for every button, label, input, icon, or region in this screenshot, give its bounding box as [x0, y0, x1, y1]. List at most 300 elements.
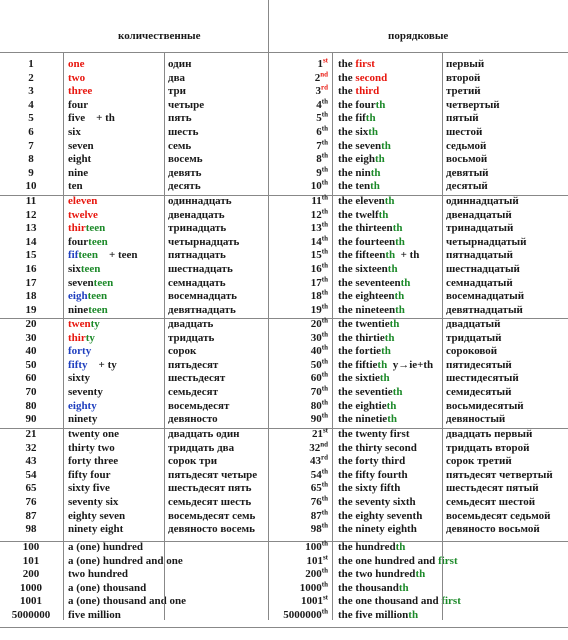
cardinal-russian: семь — [168, 139, 192, 152]
cardinal-russian: один — [168, 58, 192, 70]
word-part: th — [368, 125, 379, 138]
word-part: third — [355, 85, 380, 98]
table-row — [0, 345, 568, 359]
word-part: the ten — [338, 180, 371, 193]
word-part: th — [395, 235, 405, 248]
ordinal-number: 13th — [310, 220, 328, 235]
column-divider — [442, 52, 443, 620]
word-part: four — [68, 98, 89, 111]
word-part: ty — [85, 331, 95, 344]
ordinal-english — [338, 304, 405, 318]
cardinal-russian: тридцать два — [168, 441, 235, 454]
word-part: seven — [68, 276, 94, 289]
ordinal-russian: шестьдесят пятый — [446, 482, 539, 495]
cardinal-number: 90 — [25, 413, 37, 426]
ordinal-number: 4th — [316, 97, 328, 111]
ordinal-russian: четвертый — [446, 98, 500, 111]
word-part: the — [338, 71, 356, 84]
word-part: second — [355, 71, 388, 84]
row-group — [0, 541, 568, 628]
word-part: the one hundred and — [338, 554, 439, 567]
ordinal-russian: первый — [446, 58, 485, 70]
cardinal-russian: девять — [168, 166, 202, 179]
cardinal-english — [68, 180, 83, 194]
ordinal-suffix: st — [322, 552, 328, 561]
header-cardinal: количественные — [118, 30, 201, 42]
cardinal-english — [68, 195, 97, 209]
cardinal-russian: восемьдесят — [168, 399, 230, 412]
cardinal-english — [68, 372, 90, 386]
table-row — [0, 595, 568, 609]
ordinal-russian: восемьдесят седьмой — [446, 509, 551, 522]
ordinal-english — [338, 582, 409, 596]
ordinal-russian: пятый — [446, 112, 479, 125]
ordinal-suffix: th — [321, 193, 328, 202]
table-row — [0, 58, 568, 72]
word-part: th — [381, 345, 391, 358]
ordinal-number: 98th — [310, 521, 328, 536]
ordinal-english — [338, 541, 405, 555]
word-part: th — [378, 208, 389, 221]
ordinal-english — [338, 277, 410, 291]
ordinal-english — [338, 318, 399, 332]
ordinal-english — [338, 455, 405, 469]
word-part: th — [395, 541, 406, 553]
ordinal-russian: девятнадцатый — [446, 303, 523, 316]
ordinal-russian: сороковой — [446, 345, 498, 358]
table-row — [0, 482, 568, 496]
cardinal-english — [68, 482, 110, 496]
cardinal-english — [68, 609, 121, 623]
ordinal-number: 200th — [305, 566, 328, 581]
cardinal-english — [68, 263, 100, 277]
table-row — [0, 359, 568, 373]
ordinal-number: 6th — [316, 124, 328, 138]
table-row — [0, 386, 568, 400]
cardinal-english — [68, 290, 107, 304]
word-part: teen — [87, 290, 108, 303]
ordinal-english — [338, 345, 391, 359]
table-row — [0, 112, 568, 126]
word-part: the seven — [338, 139, 382, 152]
ordinal-number: 7th — [316, 137, 328, 152]
cardinal-number: 5000000 — [11, 608, 51, 621]
ordinal-english — [338, 555, 458, 569]
cardinal-english — [68, 469, 110, 483]
word-part: the thirteen — [338, 222, 393, 235]
word-part: the fif — [338, 112, 366, 125]
cardinal-number: 18 — [25, 290, 37, 303]
ordinal-english — [338, 209, 388, 223]
cardinal-number: 8 — [28, 153, 34, 166]
cardinal-number: 32 — [25, 441, 37, 454]
ordinal-english — [338, 72, 387, 86]
ordinal-english — [338, 332, 395, 346]
ordinal-number: 16th — [310, 261, 328, 275]
ordinal-suffix: nd — [320, 69, 328, 78]
ordinal-english — [338, 442, 417, 456]
word-part: a (one) thousand and one — [68, 595, 186, 608]
table-row — [0, 428, 568, 442]
ordinal-russian: двенадцатый — [446, 208, 512, 221]
word-part: a (one) hundred — [68, 541, 143, 553]
table-row — [0, 195, 568, 209]
table-row — [0, 372, 568, 386]
ordinal-suffix: th — [321, 302, 328, 311]
ordinal-suffix: th — [321, 110, 328, 119]
ordinal-russian: девяностый — [446, 413, 506, 426]
word-part: twen — [68, 318, 91, 330]
ordinal-number: 9th — [316, 165, 328, 179]
cardinal-english — [68, 126, 81, 140]
ordinal-suffix: th — [321, 357, 328, 366]
ordinal-suffix: st — [322, 593, 328, 602]
ordinal-suffix: th — [321, 247, 328, 256]
word-part: seven — [68, 139, 94, 152]
cardinal-number: 60 — [25, 372, 37, 385]
word-part: the twentie — [338, 318, 390, 330]
word-part: the six — [338, 125, 369, 138]
cardinal-russian: семнадцать — [168, 276, 226, 289]
table-row — [0, 99, 568, 113]
ordinal-russian: пятьдесят четвертый — [446, 468, 553, 481]
table-row — [0, 397, 568, 414]
ordinal-russian: шестой — [446, 125, 483, 138]
ordinal-russian: тридцать второй — [446, 441, 530, 454]
word-part: seventy — [68, 385, 103, 398]
cardinal-number: 10 — [25, 180, 37, 193]
cardinal-english — [68, 222, 105, 236]
cardinal-russian: тридцать — [168, 331, 215, 344]
ordinal-suffix: th — [321, 220, 328, 229]
cardinal-number: 19 — [25, 303, 37, 316]
cardinal-number: 54 — [25, 468, 37, 481]
ordinal-russian: тридцатый — [446, 331, 502, 344]
cardinal-russian: шесть — [168, 125, 199, 138]
word-part: th — [375, 98, 386, 111]
word-part: forty three — [68, 455, 119, 468]
rule-note: y→ie+th — [387, 358, 434, 371]
word-part: first — [438, 554, 458, 567]
cardinal-english — [68, 236, 108, 250]
cardinal-english — [68, 112, 115, 126]
word-part: eight — [68, 153, 92, 166]
cardinal-russian: шестьдесят пять — [168, 482, 252, 495]
ordinal-suffix: th — [321, 288, 328, 297]
ordinal-english — [338, 400, 396, 414]
word-part: th — [377, 358, 388, 371]
ordinal-english — [338, 359, 433, 373]
table-row — [0, 222, 568, 236]
row-group — [0, 428, 568, 542]
word-part: the eleven — [338, 195, 385, 207]
ordinal-number: 20th — [310, 316, 328, 330]
ordinal-suffix: th — [321, 137, 328, 146]
ordinal-number: 10th — [310, 178, 328, 193]
table-row — [0, 69, 568, 86]
cardinal-russian: девяносто восемь — [168, 523, 255, 536]
word-part: the four — [338, 98, 376, 111]
cardinal-number: 17 — [25, 276, 37, 289]
ordinal-russian: шестидесятый — [446, 372, 519, 385]
word-part: fifty — [68, 358, 88, 371]
ordinal-suffix: th — [321, 97, 328, 106]
table-row — [0, 496, 568, 510]
word-part: the sixty fifth — [338, 482, 401, 495]
word-part: six — [68, 262, 81, 275]
cardinal-russian: два — [168, 71, 186, 84]
table-row — [0, 153, 568, 167]
table-row — [0, 85, 568, 99]
word-part: two hundred — [68, 568, 129, 581]
ordinal-suffix: rd — [321, 453, 328, 462]
cardinal-english — [68, 496, 118, 510]
cardinal-number: 11 — [25, 195, 37, 207]
table-row — [0, 455, 568, 469]
word-part: twenty one — [68, 428, 120, 440]
column-divider — [164, 52, 165, 620]
ordinal-number: 43rd — [310, 453, 328, 468]
table-row — [0, 439, 568, 456]
word-part: the eighteen — [338, 290, 395, 303]
ordinal-english — [338, 523, 417, 537]
cardinal-number: 13 — [25, 222, 37, 235]
ordinal-russian: пятидесятый — [446, 358, 512, 371]
table-row — [0, 329, 568, 346]
ordinal-english — [338, 249, 419, 263]
column-divider — [63, 52, 64, 620]
word-part: th — [381, 139, 391, 152]
word-part: the nin — [338, 166, 371, 179]
cardinal-russian: четырнадцать — [168, 235, 240, 248]
ordinal-english — [338, 126, 378, 140]
ordinal-number: 18th — [310, 288, 328, 303]
ordinal-english — [338, 85, 379, 99]
ordinal-english — [338, 167, 381, 181]
ordinal-suffix: th — [321, 397, 328, 406]
ordinal-number: 76th — [310, 494, 328, 508]
ordinal-english — [338, 413, 397, 427]
cardinal-russian: двадцать — [168, 318, 214, 330]
ordinal-russian: шестнадцатый — [446, 262, 520, 275]
table-row — [0, 126, 568, 140]
ordinal-russian: третий — [446, 85, 481, 98]
ordinal-number: 87th — [310, 507, 328, 522]
word-part: four — [68, 235, 89, 248]
word-part: eighty seven — [68, 509, 126, 522]
word-part: th — [365, 112, 376, 125]
ordinal-number: 8th — [316, 151, 328, 166]
ordinal-english — [338, 568, 425, 582]
ordinal-english — [338, 482, 400, 496]
word-part: fif — [68, 249, 79, 262]
word-part: teen — [88, 235, 108, 248]
word-part: ninety — [68, 413, 98, 426]
ordinal-suffix: th — [321, 480, 328, 489]
cardinal-english — [68, 332, 95, 346]
table-row — [0, 263, 568, 277]
ordinal-number: 65th — [310, 480, 328, 495]
cardinal-number: 1000 — [20, 581, 42, 594]
word-part: the eightie — [338, 399, 387, 412]
table-row — [0, 167, 568, 181]
ordinal-russian: сорок третий — [446, 455, 512, 468]
cardinal-english — [68, 400, 97, 414]
ordinal-number: 1001st — [300, 593, 328, 608]
ordinal-number: 17th — [310, 274, 328, 289]
ordinal-russian: семнадцатый — [446, 276, 513, 289]
cardinal-english — [68, 555, 183, 569]
table-row — [0, 523, 568, 537]
cardinal-russian: семьдесят — [168, 385, 219, 398]
cardinal-number: 3 — [28, 85, 34, 98]
cardinal-number: 1001 — [20, 595, 42, 608]
ordinal-number: 30th — [310, 329, 328, 344]
ordinal-suffix: th — [321, 521, 328, 530]
table-row — [0, 469, 568, 483]
ordinal-english — [338, 140, 391, 154]
ordinal-suffix: th — [321, 507, 328, 516]
word-part: ninety eight — [68, 523, 124, 536]
word-part: the fifty fourth — [338, 468, 408, 481]
cardinal-russian: одиннадцать — [168, 195, 232, 207]
ordinal-english — [338, 428, 409, 442]
ordinal-english — [338, 510, 422, 524]
ordinal-suffix: th — [321, 124, 328, 133]
ordinal-suffix: th — [321, 566, 328, 575]
cardinal-russian: пятьдесят четыре — [168, 468, 258, 481]
word-part: the thirtie — [338, 331, 385, 344]
ordinal-russian: восьмой — [446, 153, 488, 166]
ordinal-number: 21st — [311, 426, 328, 440]
ordinal-suffix: th — [321, 261, 328, 270]
cardinal-russian: двенадцать — [168, 208, 225, 221]
ordinal-suffix: th — [321, 178, 328, 187]
row-group — [0, 318, 568, 429]
word-part: sixty — [68, 372, 90, 385]
ordinal-suffix: th — [321, 467, 328, 476]
cardinal-number: 87 — [25, 509, 37, 522]
cardinal-number: 1 — [28, 58, 34, 70]
word-part: th — [392, 385, 403, 398]
cardinal-english — [68, 140, 94, 154]
cardinal-english — [68, 568, 128, 582]
table-row — [0, 507, 568, 524]
cardinal-russian: три — [168, 85, 186, 98]
ordinal-suffix: th — [321, 370, 328, 379]
table-row — [0, 609, 568, 623]
ordinal-suffix: th — [321, 316, 328, 325]
word-part: the twenty first — [338, 428, 410, 440]
word-part: th — [384, 195, 395, 207]
cardinal-number: 21 — [25, 428, 37, 440]
word-part: first — [355, 58, 375, 70]
word-part: the ninetie — [338, 413, 388, 426]
table-row — [0, 180, 568, 194]
cardinal-english — [68, 428, 119, 442]
ordinal-english — [338, 236, 405, 250]
ordinal-number: 80th — [310, 397, 328, 412]
word-part: one — [68, 58, 85, 70]
cardinal-english — [68, 72, 85, 86]
ordinal-suffix: th — [321, 580, 328, 589]
ordinal-number: 19th — [310, 302, 328, 316]
word-part: a (one) hundred and one — [68, 554, 183, 567]
word-part: the sixtie — [338, 372, 380, 385]
ordinal-russian: пятнадцатый — [446, 249, 513, 262]
ordinal-english — [338, 386, 402, 400]
ordinal-russian: тринадцатый — [446, 222, 514, 235]
cardinal-english — [68, 304, 108, 318]
cardinal-english — [68, 249, 138, 263]
word-part: th — [387, 262, 398, 275]
cardinal-number: 16 — [25, 262, 37, 275]
cardinal-english — [68, 386, 103, 400]
column-divider — [332, 52, 333, 620]
ordinal-russian: десятый — [446, 180, 488, 193]
word-part: a (one) thousand — [68, 581, 147, 594]
cardinal-english — [68, 541, 143, 555]
word-part: th — [384, 331, 395, 344]
cardinal-number: 15 — [25, 249, 37, 262]
table-row — [0, 541, 568, 555]
ordinal-number: 3rd — [315, 83, 328, 98]
word-part: th — [374, 153, 385, 166]
word-part: nine — [68, 166, 89, 179]
ordinal-suffix: th — [321, 206, 328, 215]
word-part: first — [441, 595, 461, 608]
word-part: thir — [68, 331, 86, 344]
ordinal-russian: двадцатый — [446, 318, 501, 330]
cardinal-number: 98 — [25, 523, 37, 536]
ordinal-number: 11th — [311, 193, 328, 207]
cardinal-russian: тринадцать — [168, 222, 227, 235]
word-part: the one thousand and — [338, 595, 442, 608]
cardinal-russian: шестьдесят — [168, 372, 226, 385]
word-part: th — [408, 608, 419, 621]
word-part: th — [400, 276, 411, 289]
cardinal-number: 101 — [22, 554, 40, 567]
word-part: thirty two — [68, 441, 115, 454]
ordinal-suffix: th — [321, 151, 328, 160]
ordinal-number: 1000th — [299, 580, 328, 594]
table-row — [0, 206, 568, 223]
cardinal-russian: четыре — [168, 98, 205, 111]
ordinal-number: 50th — [310, 357, 328, 371]
ordinal-number: 32nd — [309, 439, 328, 454]
word-part: the seventy sixth — [338, 495, 416, 508]
rule-note: + teen — [97, 249, 138, 262]
word-part: the fortie — [338, 345, 382, 358]
ordinal-russian: семьдесят шестой — [446, 495, 536, 508]
cardinal-russian: пять — [168, 112, 192, 125]
cardinal-english — [68, 359, 117, 373]
word-part: twelve — [68, 208, 98, 221]
word-part: th — [370, 166, 381, 179]
cardinal-number: 70 — [25, 385, 37, 398]
header-ordinal: порядковые — [388, 30, 449, 42]
ordinal-number: 54th — [310, 467, 328, 481]
table-row — [0, 582, 568, 596]
cardinal-number: 100 — [22, 541, 40, 553]
ordinal-russian: девяносто восьмой — [446, 523, 540, 536]
word-part: the thousand — [338, 581, 399, 594]
cardinal-english — [68, 58, 85, 72]
word-part: the twelf — [338, 208, 379, 221]
ordinal-russian: семидесятый — [446, 385, 512, 398]
word-part: the fourteen — [338, 235, 396, 248]
cardinal-russian: семьдесят шесть — [168, 495, 252, 508]
